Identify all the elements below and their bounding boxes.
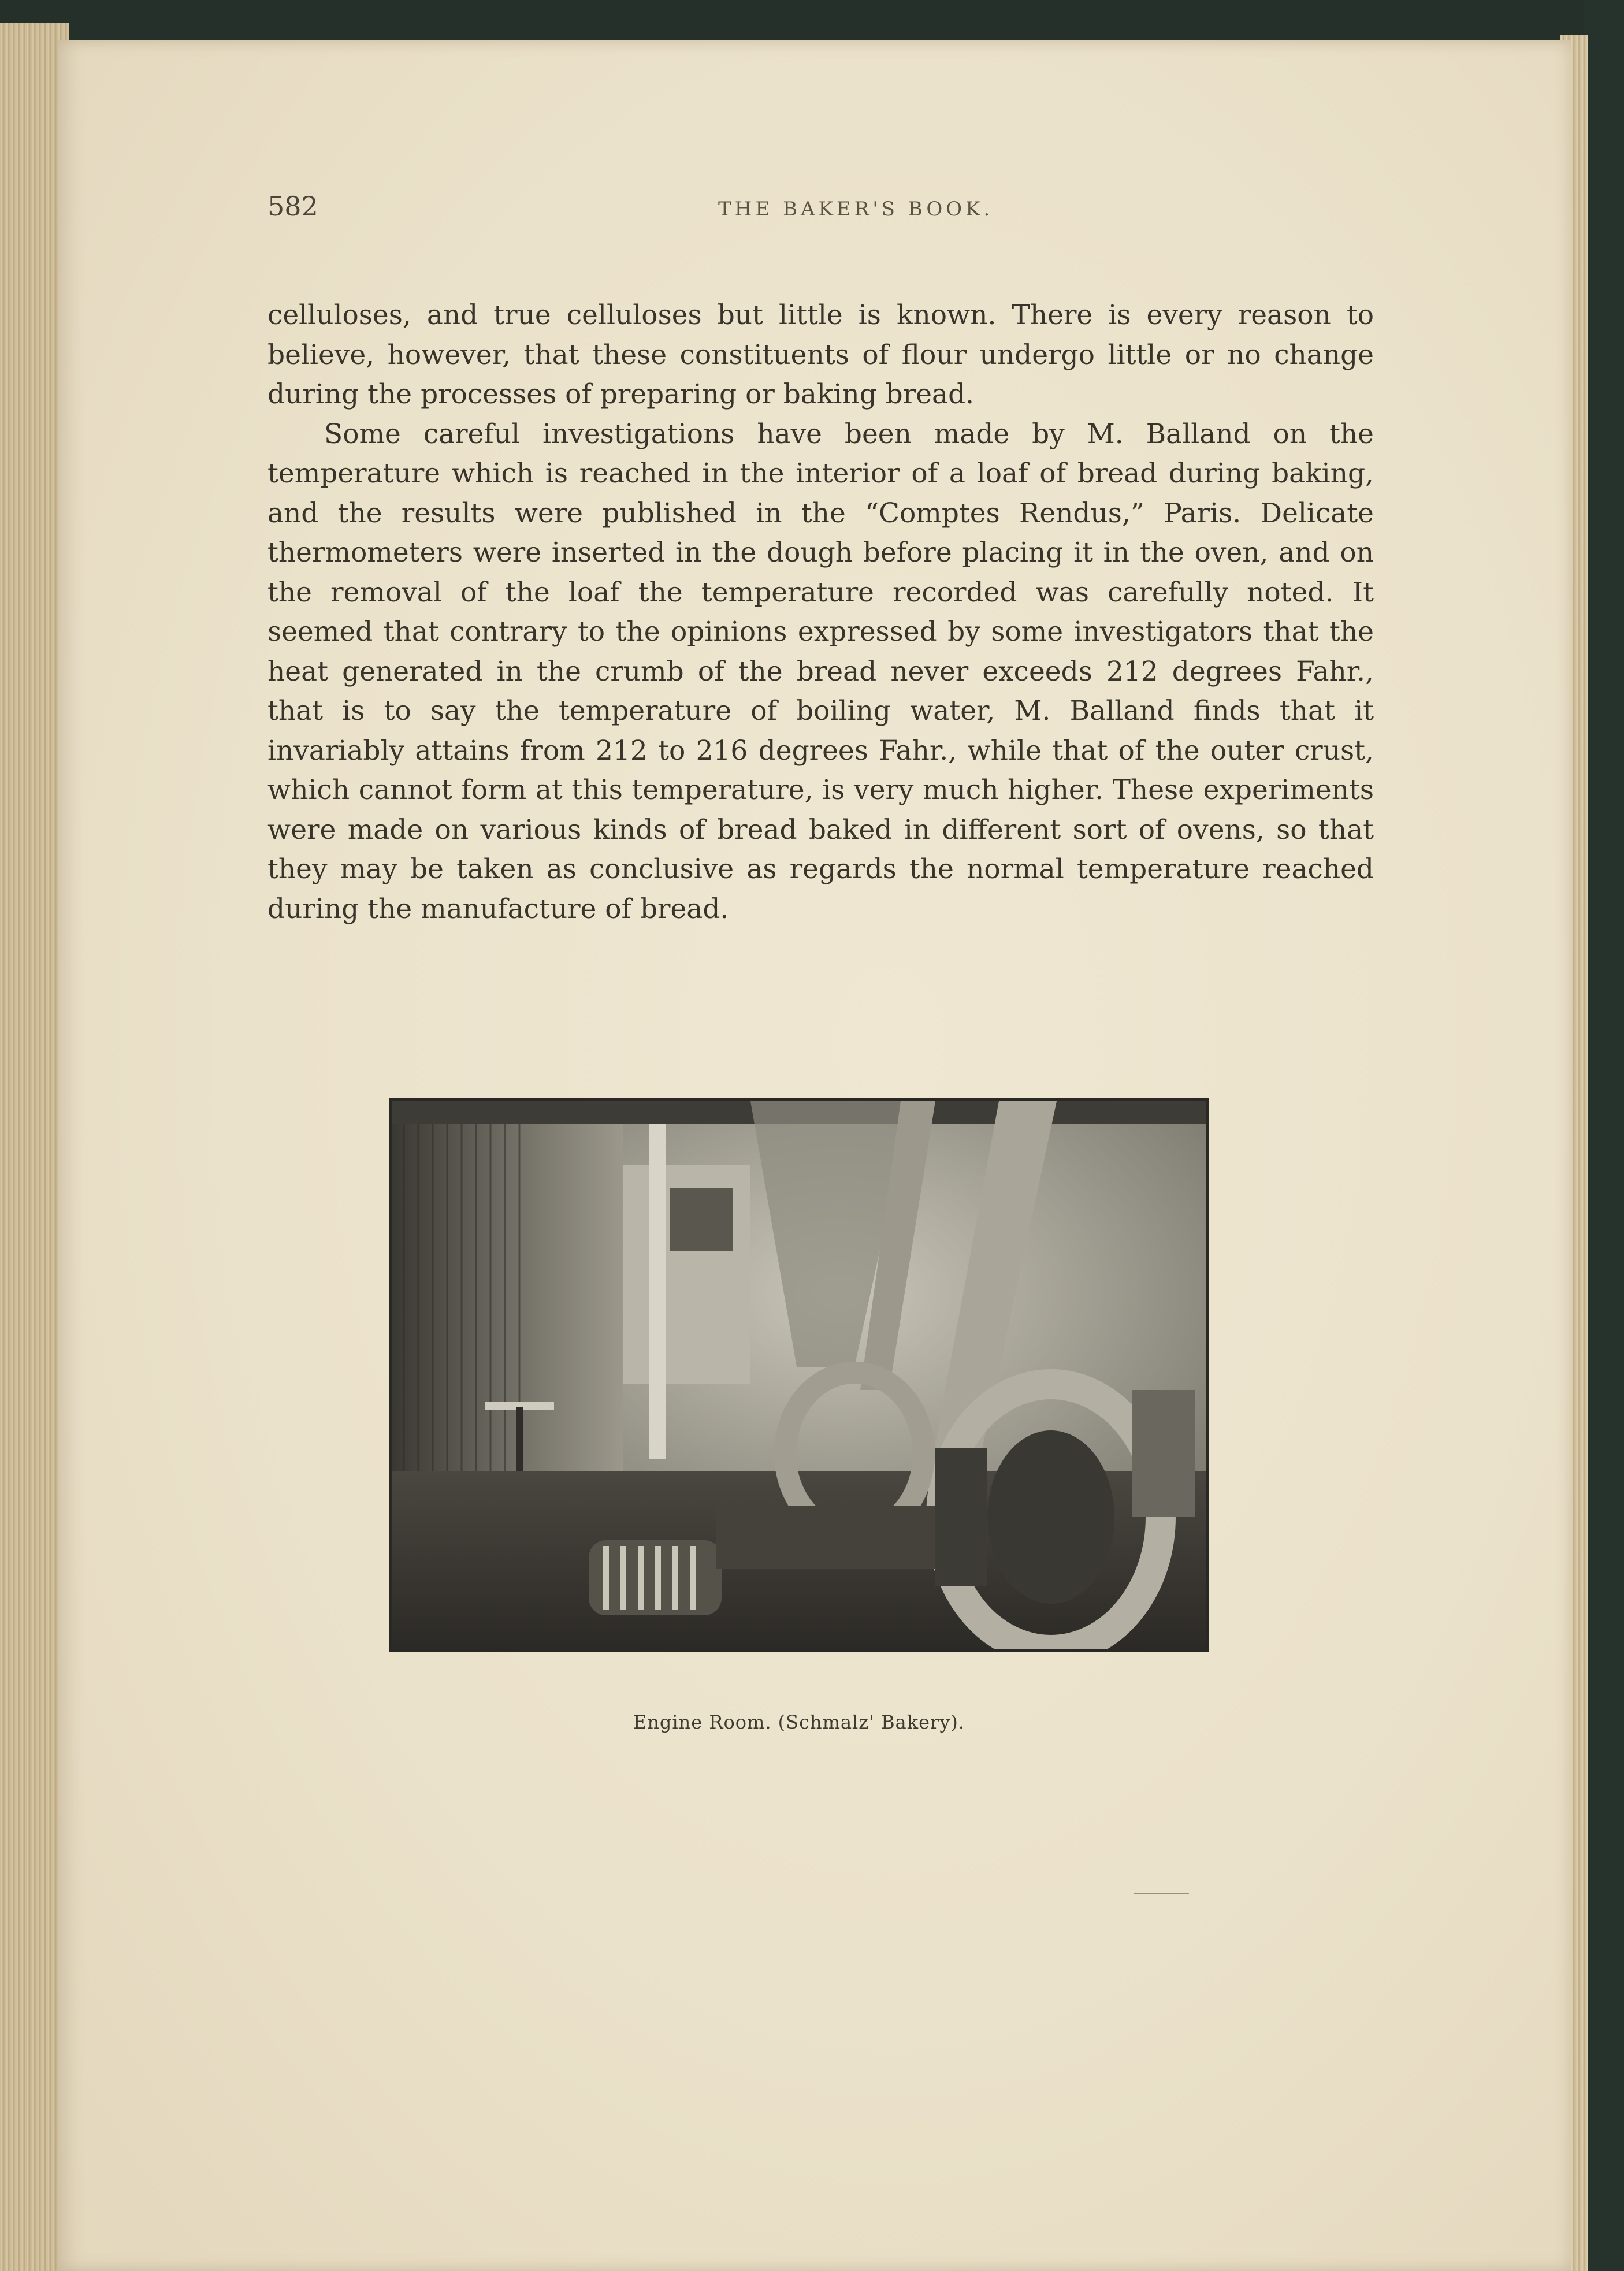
engine-room-photo-image: [392, 1101, 1206, 1649]
paragraph-2: Some careful investigations have been made by M. Balland on the temperature which is reached in the interior of a loaf of bread during baking, and the results were published in the “Comptes Rendus,” Paris. Delicate thermometers were inserted in the dough before placing it in the oven, and on the removal of the loaf the temperature recorded was carefully noted. It seemed that contrary to the opinions expressed by some investigators that the heat generated in the crumb of the bread never exceeds 212 degrees Fahr., that is to say the temperature of boiling water, M. Balland finds that it invariably attains from 212 to 216 degrees Fahr., while that of the outer crust, which cannot form at this temperature, is very much higher. These experiments were made on various kinds of bread baked in different sort of ovens, so that they may be taken as conclusive as regards the normal temperature reached during the manufacture of bread.: [267, 418, 1374, 925]
paragraph-1: celluloses, and true celluloses but little is known. There is every reason to believe, however, that these constituents of flour undergo little or no change during the processes of preparing or baking bread.: [267, 299, 1374, 410]
dash-mark: [1134, 1893, 1189, 1894]
engine-room-photo: [389, 1098, 1209, 1652]
body-text: [267, 296, 1374, 929]
running-head: [267, 191, 1377, 237]
figure-caption: Engine Room. (Schmalz' Bakery).: [633, 1711, 965, 1733]
book-title: THE BAKER'S BOOK.: [718, 198, 994, 221]
page-number: 582: [267, 191, 318, 222]
book-cover-right: [1584, 0, 1624, 2271]
